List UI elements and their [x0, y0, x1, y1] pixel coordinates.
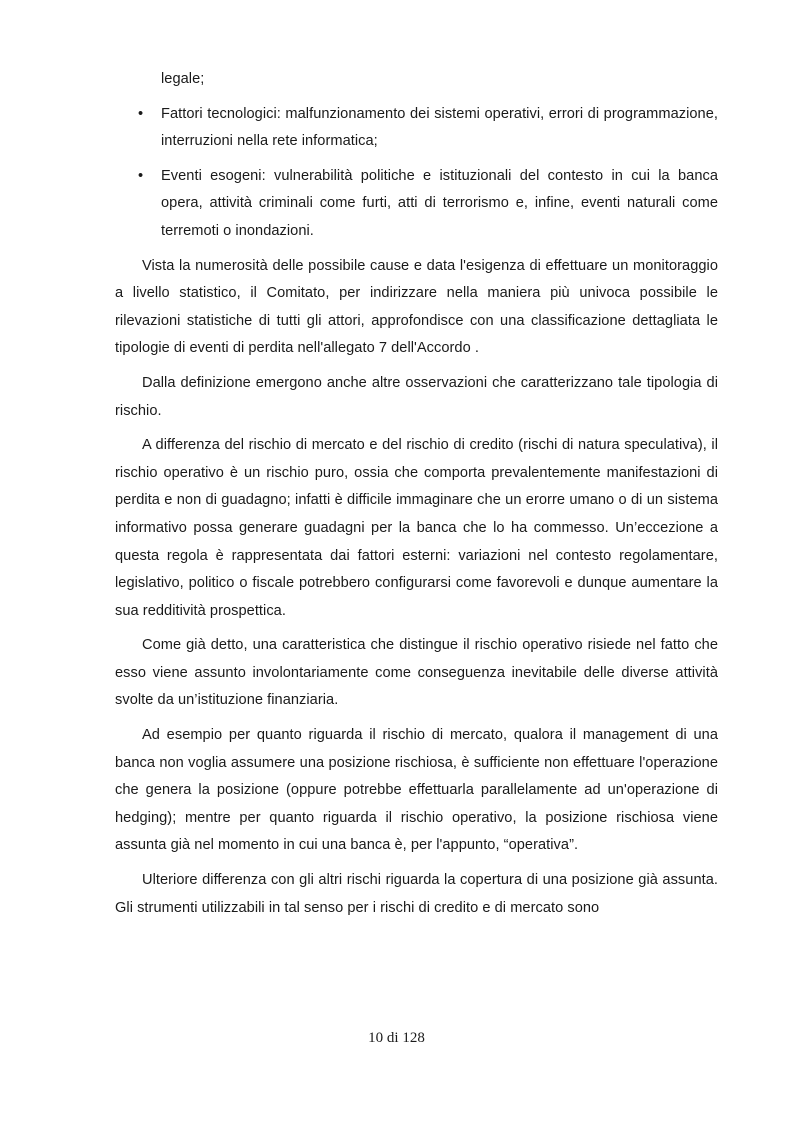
bullet-marker: • [138, 167, 144, 184]
paragraph: Come già detto, una caratteristica che distingue il rischio operativo risiede nel fatto che esso viene assunto involontariamente come conseguenza inevitabile delle diverse attività svolte da un’istituzione finanziaria. [115, 637, 718, 709]
page-number: 10 di 128 [368, 1030, 425, 1046]
paragraph: A differenza del rischio di mercato e del rischio di credito (rischi di natura speculativa), il rischio operativo è un rischio puro, ossia che comporta prevalentemente manifestazioni di perdita e non di guadagno; infatti è difficile immaginare che un erorre umano o di un sistema informativo possa generare guadagni per la banca che lo ha commesso. Un’eccezione a questa regola è rappresentata dai fattori esterni: variazioni nel contesto regolamentare, legislativo, politico o fiscale potrebbero configurarsi come favorevoli e dunque aumentare la sua redditività prospettica. [115, 437, 718, 619]
bullet-item [115, 101, 718, 156]
bullet-text: Fattori tecnologici: malfunzionamento dei sistemi operativi, errori di programmazione, interruzioni nella rete informatica; [161, 105, 718, 150]
bullet-marker: • [138, 105, 144, 122]
bullet-text: Eventi esogeni: vulnerabilità politiche e istituzionali del contesto in cui la banca opera, attività criminali come furti, atti di terrorismo e, infine, eventi naturali come terremoti o inondazioni. [161, 167, 718, 239]
bullet-item [115, 163, 718, 246]
paragraph: Vista la numerosità delle possibile cause e data l'esigenza di effettuare un monitoraggio a livello statistico, il Comitato, per indirizzare nella maniera più univoca possibile le rilevazioni statistiche di tutti gli attori, approfondisce con una classificazione dettagliata le tipologie di eventi di perdita nell'allegato 7 dell'Accordo . [115, 257, 718, 357]
continuation-text: legale; [161, 71, 205, 87]
paragraph: Ulteriore differenza con gli altri rischi riguarda la copertura di una posizione già assunta. Gli strumenti utilizzabili in tal senso per i rischi di credito e di mercato sono [115, 872, 718, 916]
paragraph: Ad esempio per quanto riguarda il rischio di mercato, qualora il management di una banca non voglia assumere una posizione rischiosa, è sufficiente non effettuare l'operazione che genera la posizione (oppure potrebbe effettuarla parallelamente ad un'operazione di hedging); mentre per quanto riguarda il rischio operativo, la posizione rischiosa viene assunta già nel momento in cui una banca è, per l'appunto, “operativa”. [115, 727, 718, 854]
page-body [115, 66, 718, 922]
paragraph: Dalla definizione emergono anche altre osservazioni che caratterizzano tale tipologia di rischio. [115, 374, 718, 419]
